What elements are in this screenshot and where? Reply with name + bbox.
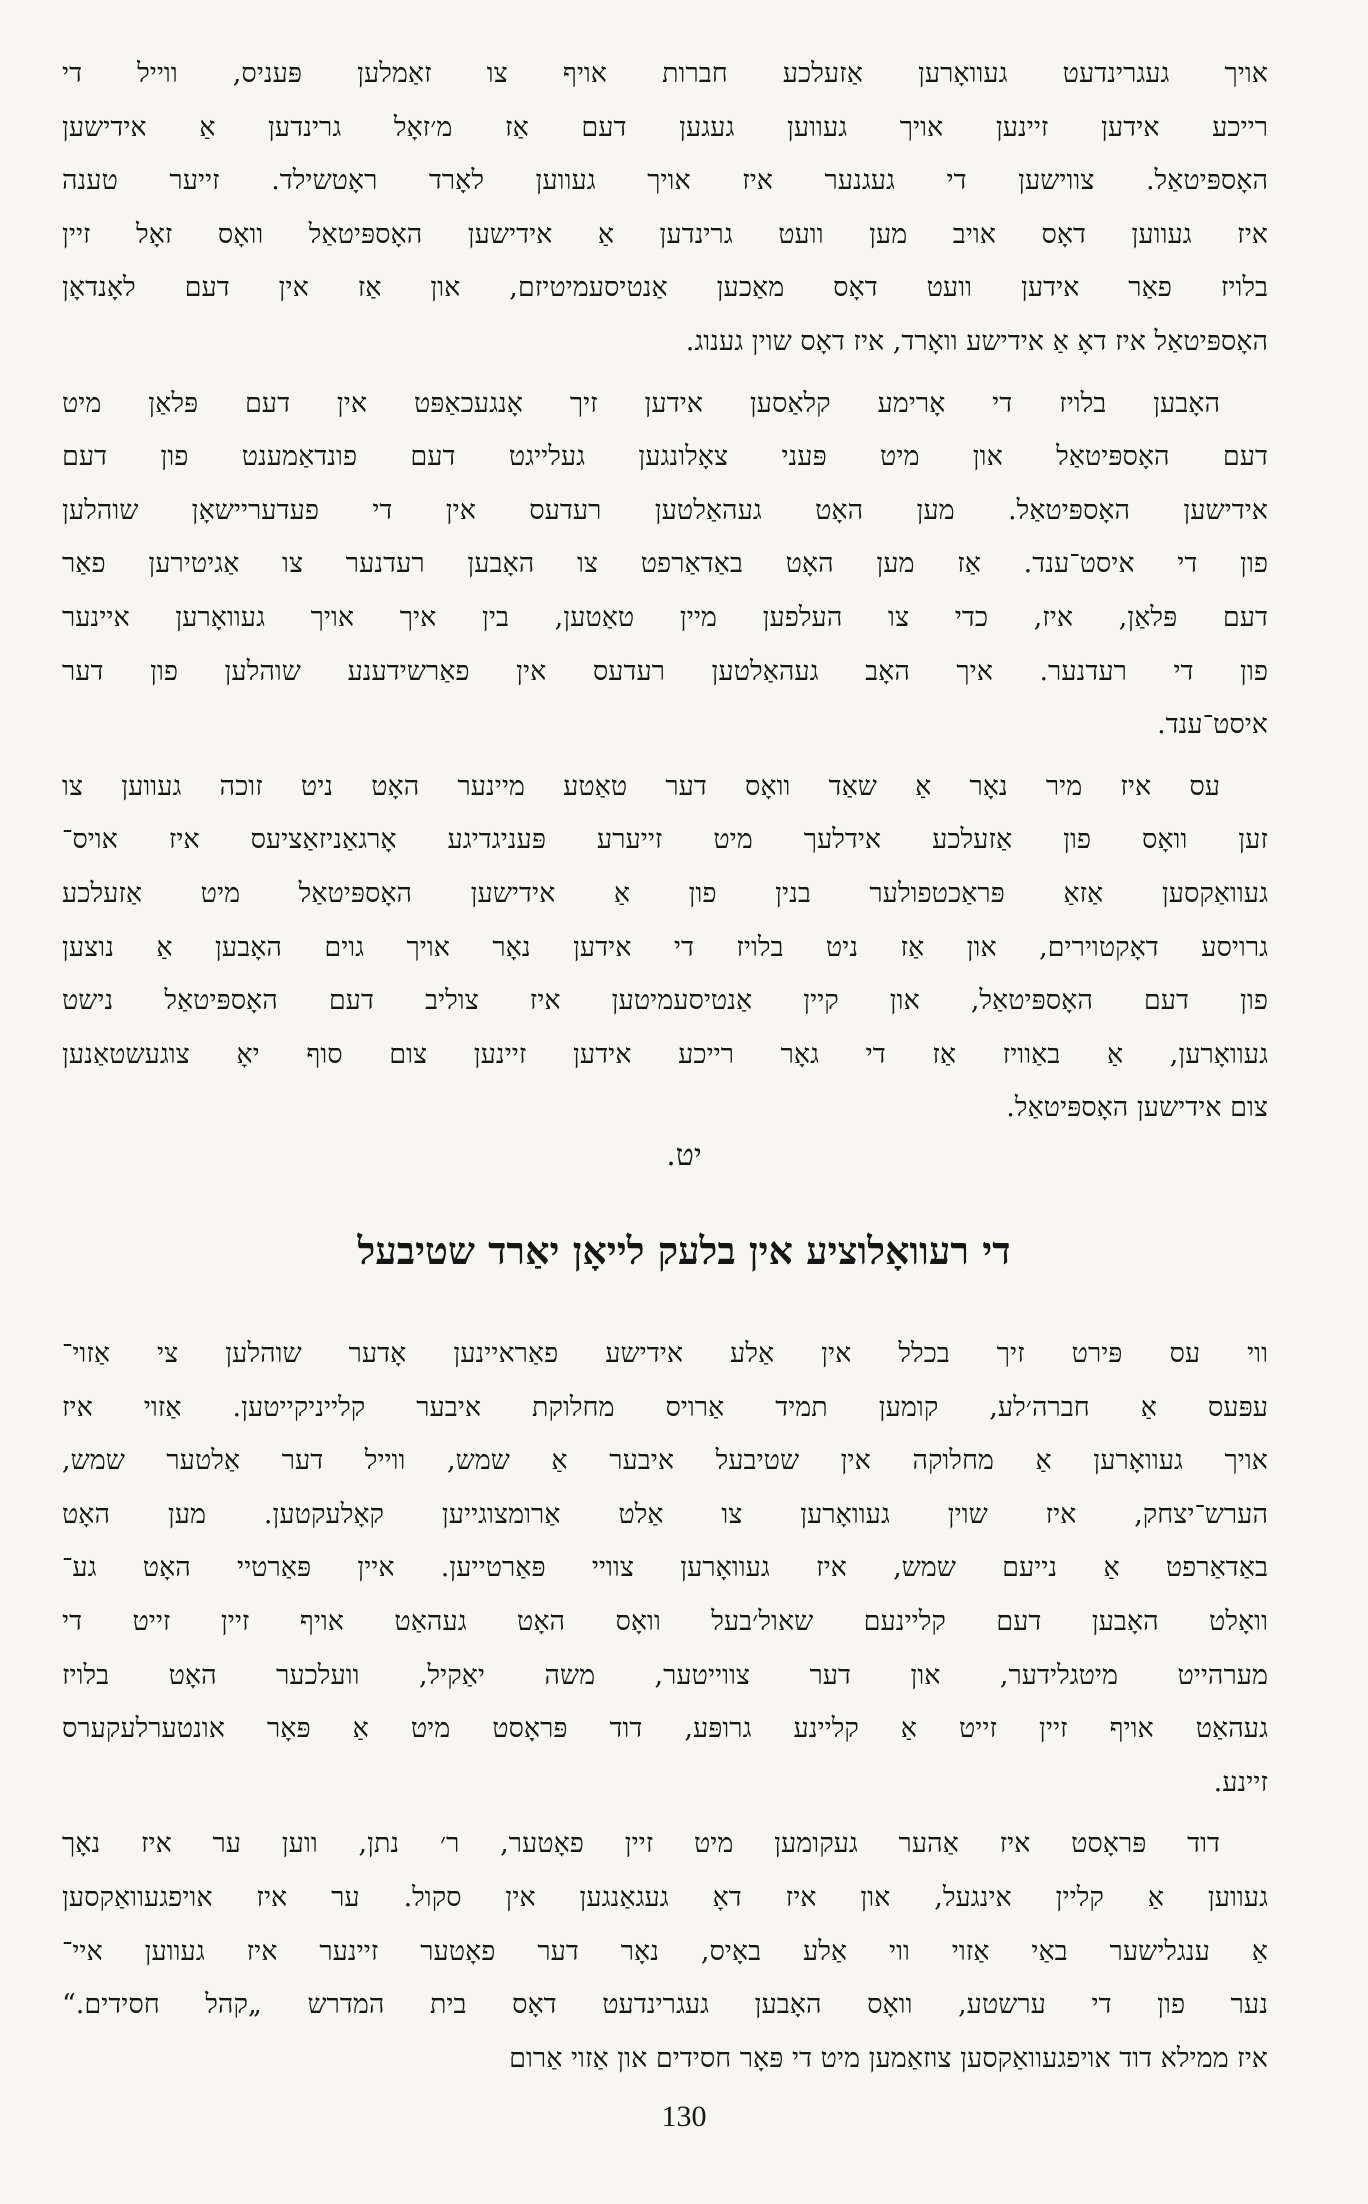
page-number: 130 <box>661 2100 707 2133</box>
text-line: געוואַקסען אַזאַ פּראַכטפולער בנין פון אַ אידישען האָספּיטאַל מיט אַזעלכע <box>62 877 1268 909</box>
text-line: פון די איסט־ענד. אַז מען האָט באַדאַרפט צו האָבען רעדנער צו אַגיטירען פאַר <box>62 548 1268 580</box>
section-number: יט. <box>666 1138 702 1173</box>
text-line: אידישען האָספּיטאַל. מען האָט געהאַלטען רעדעס אין די פעדעריישאָן שוהלען <box>62 494 1268 526</box>
text-column-bottom <box>62 0 1268 2090</box>
paragraph <box>62 1327 1268 1809</box>
text-line: נער פון די ערשטע, וואָס האָבען געגרינדעט דאָס בית המדרש „קהל חסידים.“ <box>62 1989 1268 2021</box>
text-line: אויך געגרינדעט געוואָרען אַזעלכע חברות אויף צו זאַמלען פּעניס, ווייל די <box>62 58 1268 89</box>
text-line: אַ ענגלישער באַי אַזוי ווי אַלע באָיס, נאָר דער פאָטער זיינער איז געווען איי־ <box>62 1935 1268 1967</box>
text-line: ווי עס פּירט זיך בכלל אין אַלע אידישע פאַראיינען אָדער שוהלען צי אַזוי־ <box>62 1338 1268 1369</box>
text-line: איז ממילא דוד אויפגעוואַקסען צוזאַמען מיט די פּאָר חסידים און אַזוי אַרום <box>509 2042 1268 2074</box>
text-line: אויך געוואָרען אַ מחלוקה אין שטיבעל איבער אַ שמש, ווייל דער אַלטער שמש, <box>62 1445 1268 1477</box>
text-line: צום אידישען האָספּיטאַל. <box>1006 1092 1268 1124</box>
text-line: עס איז מיר נאָר אַ שאַד וואָס דער טאַטע מיינער האָט ניט זוכה געווען צו <box>62 770 1220 802</box>
text-line: געווען אַ קליין אינגעל, און איז דאָ געגאַנגען אין סקול. ער איז אויפגעוואַקסען <box>62 1881 1268 1913</box>
text-line: דעם פּלאַן, איז, כדי צו העלפען מיין טאַטען, בין איך אויך געוואָרען איינער <box>62 601 1268 633</box>
text-line: דעם האָספּיטאַל און מיט פּעני צאָלונגען געלייגט דעם פונדאַמענט פון דעם <box>62 441 1268 473</box>
text-line: האָספּיטאַל. צווישען די געגנער איז אויך געווען לאָרד ראָטשילד. זייער טענה <box>62 165 1268 197</box>
section-title: די רעוואָלוציע אין בלעק לייאָן יאַרד שטיבעל <box>357 1228 1011 1273</box>
text-line: זען וואָס פון אַזעלכע אידלעך מיט זייערע פּעניגדיגע אָרגאַניזאַציעס איז אויס־ <box>62 824 1268 856</box>
text-line: מערהייט מיטגלידער, און דער צווייטער, משה יאַקיל, וועלכער האָט בלויז <box>62 1659 1268 1691</box>
text-line: דוד פּראָסט איז אַהער געקומען מיט זיין פאָטער, ר׳ נתן, ווען ער איז נאָך <box>62 1828 1220 1860</box>
text-line: רייכע אידען זיינען אויך געווען געגען דעם אַז מ׳זאָל גרינדען אַ אידישען <box>62 111 1268 143</box>
text-line: האָבען בלויז די אָרימע קלאַסען אידען זיך אָנגעכאַפּט אין דעם פּלאַן מיט <box>62 387 1220 419</box>
paragraph <box>62 1817 1268 2085</box>
text-line: בלויז פאַר אידען וועט דאָס מאַכען אַנטיסעמיטיזם, און אַז אין דעם לאָנדאָן <box>62 272 1268 304</box>
text-line: באַדאַרפט אַ נייעם שמש, איז געוואָרען צוויי פּאַרטייען. איין פּאַרטיי האָט גע־ <box>62 1552 1268 1584</box>
text-line: האָספּיטאַל איז דאָ אַ אידישע וואָרד, איז דאָס שוין גענוג. <box>685 325 1268 357</box>
text-line: פון דעם האָספּיטאַל, און קיין אַנטיסעמיטען איז צוליב דעם האָספּיטאַל נישט <box>62 985 1268 1017</box>
text-line: פון די רעדנער. איך האָב געהאַלטען רעדעס אין פאַרשידענע שוהלען פון דער <box>62 655 1268 687</box>
text-line: עפּעס אַ חברה׳לע, קומען תמיד אַרויס מחלוקת איבער קלייניקייטען. אַזוי איז <box>62 1391 1268 1423</box>
text-line: איז געווען דאָס אויב מען וועט גרינדען אַ אידישען האָספּיטאַל וואָס זאָל זיין <box>62 218 1268 250</box>
text-line: הערש־יצחק, איז שוין געוואָרען צו אַלט אַרומצוגייען קאָלעקטען. מען האָט <box>62 1498 1268 1530</box>
text-line: געהאַט אויף זיין זייט אַ קליינע גרופּע, דוד פּראָסט מיט אַ פּאָר אונטערלעקערס <box>62 1713 1268 1745</box>
text-line: וואָלט האָבען דעם קליינעם שאול׳בעל וואָס האָט געהאַט אויף זיין זייט די <box>62 1605 1268 1637</box>
text-line: געוואָרען, אַ באַוויז אַז די גאָר רייכע אידען זיינען צום סוף יאָ צוגעשטאַנען <box>62 1038 1268 1070</box>
text-line: איסט־ענד. <box>1157 709 1268 741</box>
text-line: גרויסע דאָקטוירים, און אַז ניט בלויז די אידען נאָר אויך גוים האָבען אַ נוצען <box>62 931 1268 963</box>
text-line: זיינע. <box>1213 1766 1268 1798</box>
